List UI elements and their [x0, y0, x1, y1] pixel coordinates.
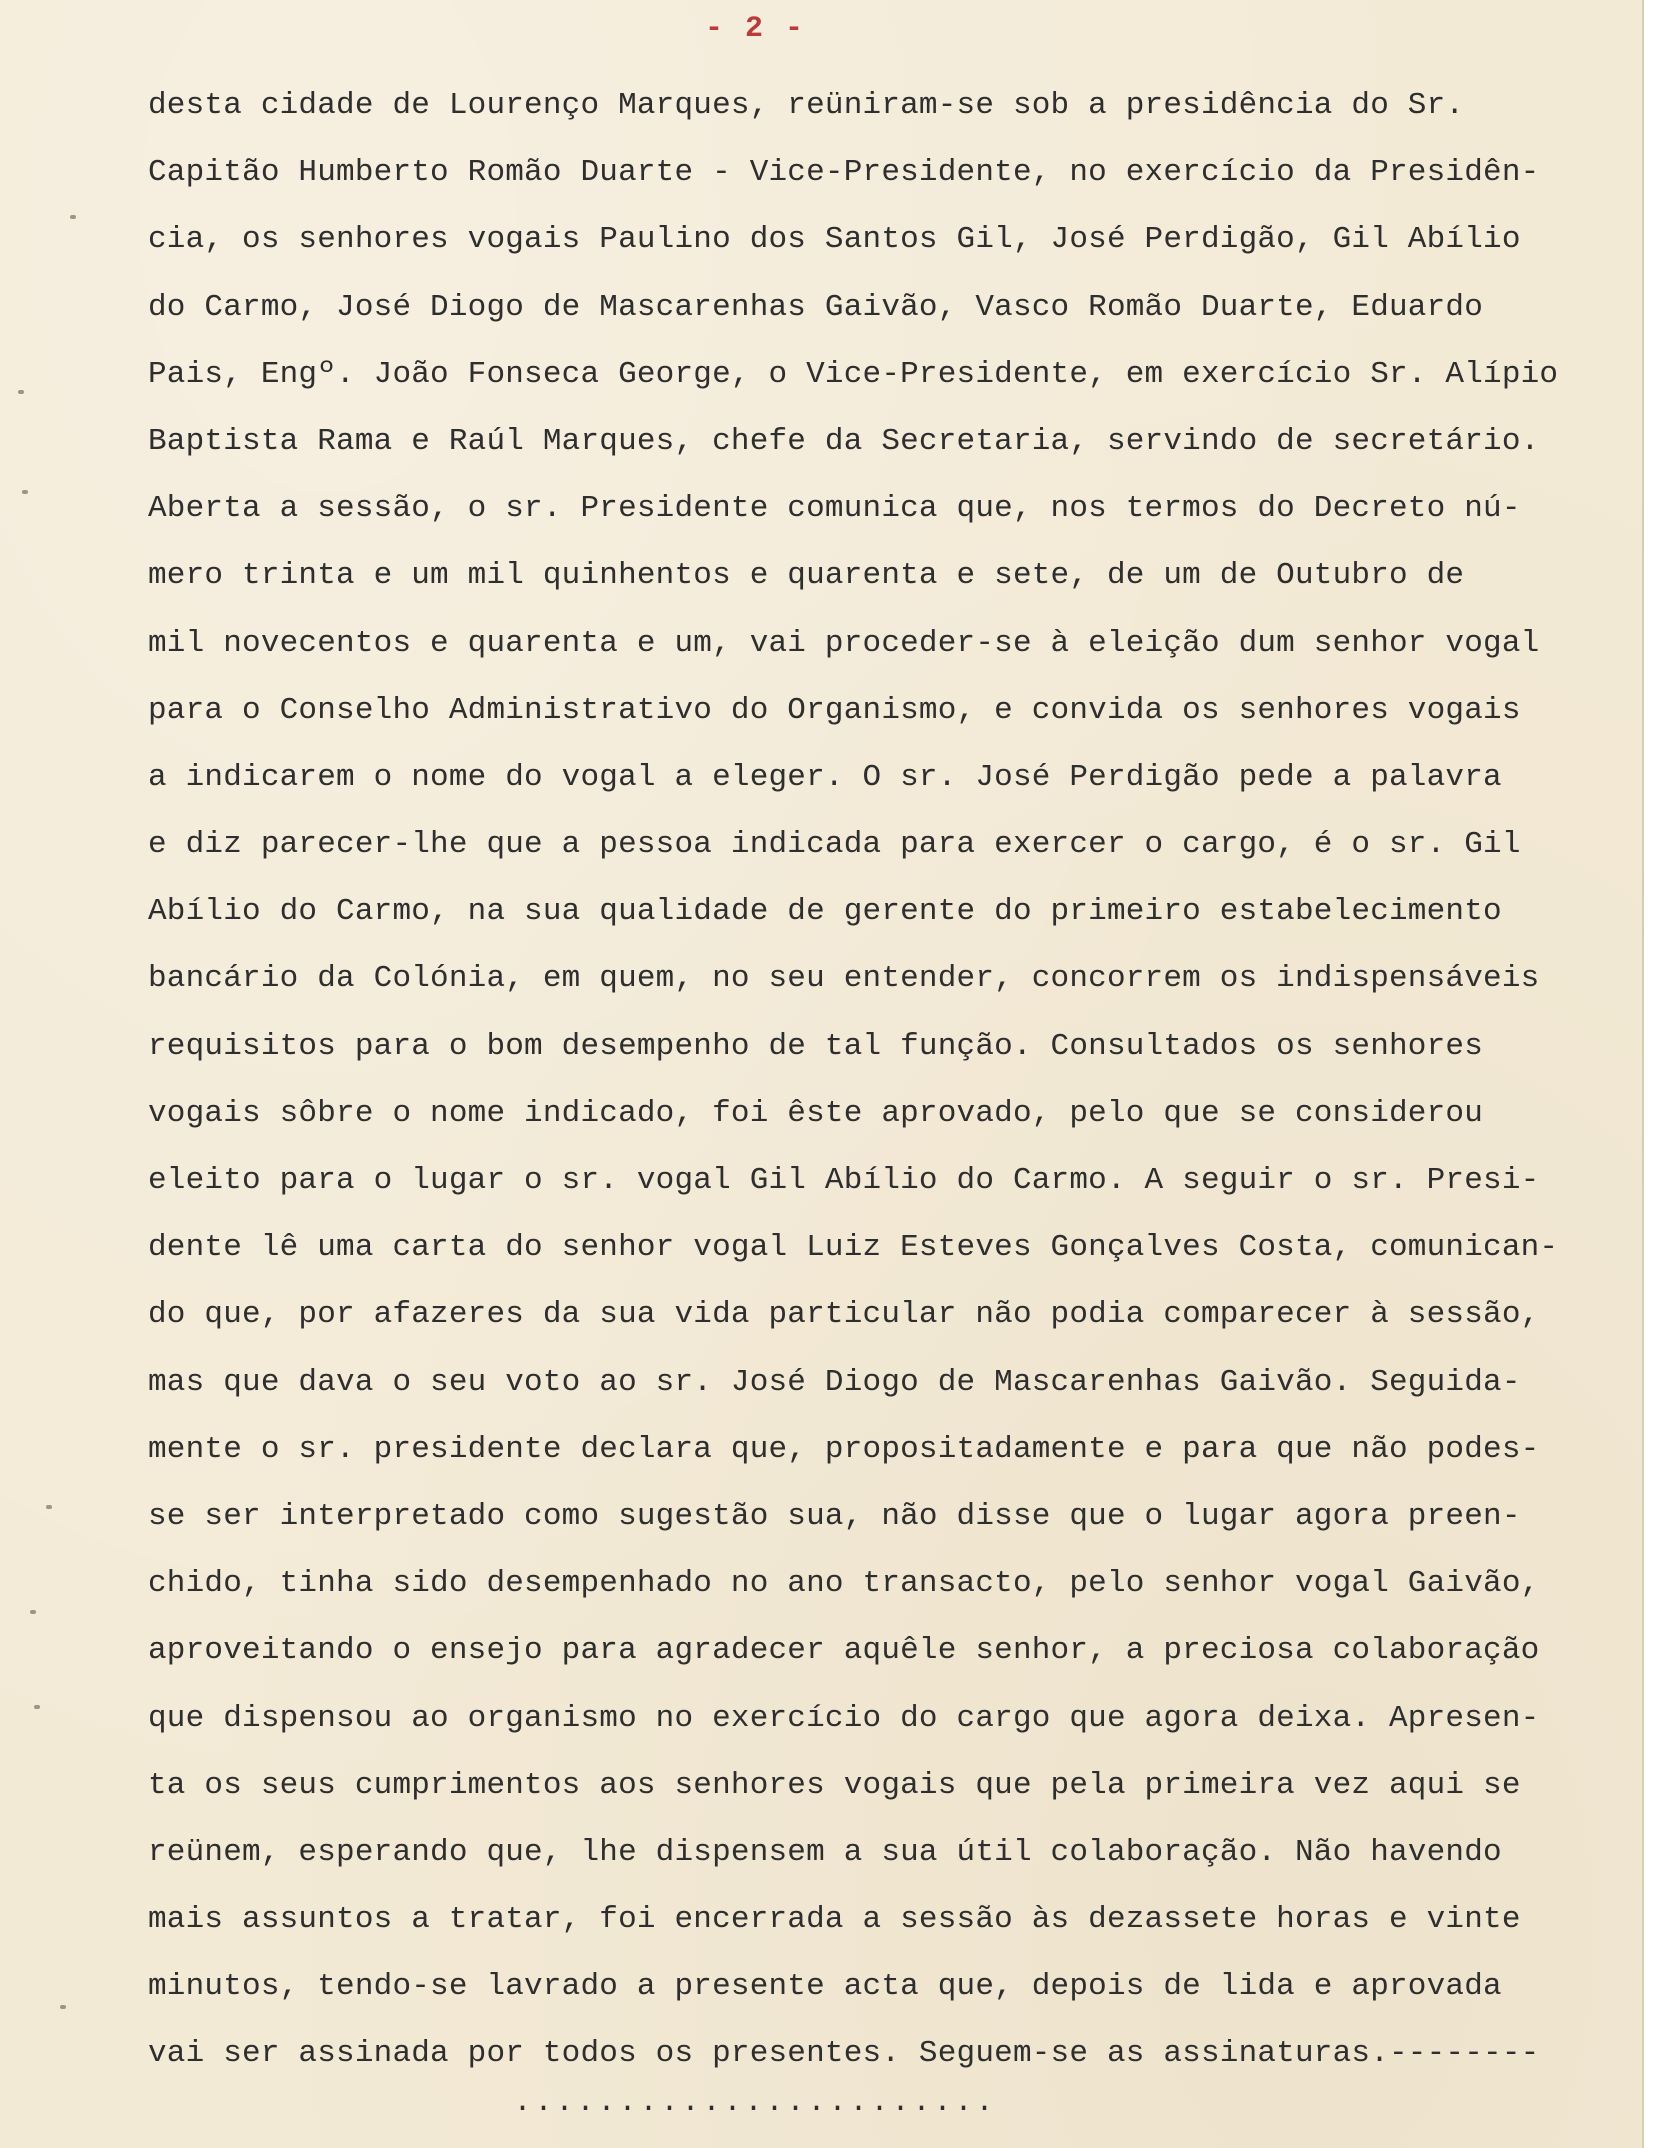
page-edge-mark — [34, 1705, 40, 1709]
text-line: mil novecentos e quarenta e um, vai proceder-se à eleição dum senhor vogal — [148, 625, 1540, 661]
text-line: mero trinta e um mil quinhentos e quarenta e sete, de um de Outubro de — [148, 558, 1465, 594]
text-line: Abílio do Carmo, na sua qualidade de gerente do primeiro estabelecimento — [148, 894, 1502, 930]
text-line: reünem, esperando que, lhe dispensem a sua útil colaboração. Não havendo — [148, 1834, 1502, 1870]
text-line: do que, por afazeres da sua vida particular não podia comparecer à sessão, — [148, 1297, 1540, 1333]
closing-dotted-line: ....................... — [513, 2086, 997, 2120]
text-line: mente o sr. presidente declara que, propositadamente e para que não podes- — [148, 1431, 1540, 1467]
scan-border — [1642, 0, 1665, 2148]
text-line: aproveitando o ensejo para agradecer aquêle senhor, a preciosa colaboração — [148, 1633, 1540, 1669]
page-edge-mark — [22, 490, 28, 494]
text-line: mas que dava o seu voto ao sr. José Diogo de Mascarenhas Gaivão. Seguida- — [148, 1364, 1521, 1400]
text-line: mais assuntos a tratar, foi encerrada a sessão às dezassete horas e vinte — [148, 1902, 1521, 1938]
text-line: e diz parecer-lhe que a pessoa indicada para exercer o cargo, é o sr. Gil — [148, 827, 1521, 863]
text-line: minutos, tendo-se lavrado a presente acta que, depois de lida e aprovada — [148, 1969, 1502, 2005]
text-line: vai ser assinada por todos os presentes. Seguem-se as assinaturas.-------- — [148, 2036, 1540, 2072]
text-line: do Carmo, José Diogo de Mascarenhas Gaivão, Vasco Romão Duarte, Eduardo — [148, 289, 1484, 325]
page-edge-mark — [18, 390, 24, 394]
text-line: chido, tinha sido desempenhado no ano transacto, pelo senhor vogal Gaivão, — [148, 1566, 1540, 1602]
text-line: bancário da Colónia, em quem, no seu entender, concorrem os indispensáveis — [148, 961, 1540, 997]
text-line: requisitos para o bom desempenho de tal função. Consultados os senhores — [148, 1028, 1484, 1064]
page-edge-mark — [60, 2005, 66, 2009]
text-line: ta os seus cumprimentos aos senhores vogais que pela primeira vez aqui se — [148, 1767, 1521, 1803]
page-edge-mark — [30, 1610, 36, 1614]
text-line: eleito para o lugar o sr. vogal Gil Abílio do Carmo. A seguir o sr. Presi- — [148, 1163, 1540, 1198]
text-line: que dispensou ao organismo no exercício do cargo que agora deixa. Apresen- — [148, 1700, 1540, 1736]
text-line: desta cidade de Lourenço Marques, reüniram-se sob a presidência do Sr. — [148, 88, 1465, 123]
text-line: Aberta a sessão, o sr. Presidente comunica que, nos termos do Decreto nú- — [148, 491, 1521, 527]
text-line: dente lê uma carta do senhor vogal Luiz Esteves Gonçalves Costa, comunican- — [148, 1230, 1559, 1266]
page-edge-mark — [46, 1505, 52, 1509]
page-number: - 2 - — [704, 12, 805, 46]
text-line: para o Conselho Administrativo do Organismo, e convida os senhores vogais — [148, 692, 1521, 728]
text-line: se ser interpretado como sugestão sua, não disse que o lugar agora preen- — [148, 1498, 1521, 1534]
page-edge-mark — [70, 215, 76, 219]
text-line: Capitão Humberto Romão Duarte - Vice-Presidente, no exercício da Presidên- — [148, 155, 1540, 191]
text-line: cia, os senhores vogais Paulino dos Santos Gil, José Perdigão, Gil Abílio — [148, 222, 1521, 258]
text-line: a indicarem o nome do vogal a eleger. O sr. José Perdigão pede a palavra — [148, 759, 1502, 795]
text-line: vogais sôbre o nome indicado, foi êste aprovado, pelo que se considerou — [148, 1095, 1484, 1131]
typed-text-body — [148, 72, 1642, 2088]
text-line: Baptista Rama e Raúl Marques, chefe da Secretaria, servindo de secretário. — [148, 423, 1540, 459]
text-line: Pais, Engº. João Fonseca George, o Vice-Presidente, em exercício Sr. Alípio — [148, 356, 1559, 392]
